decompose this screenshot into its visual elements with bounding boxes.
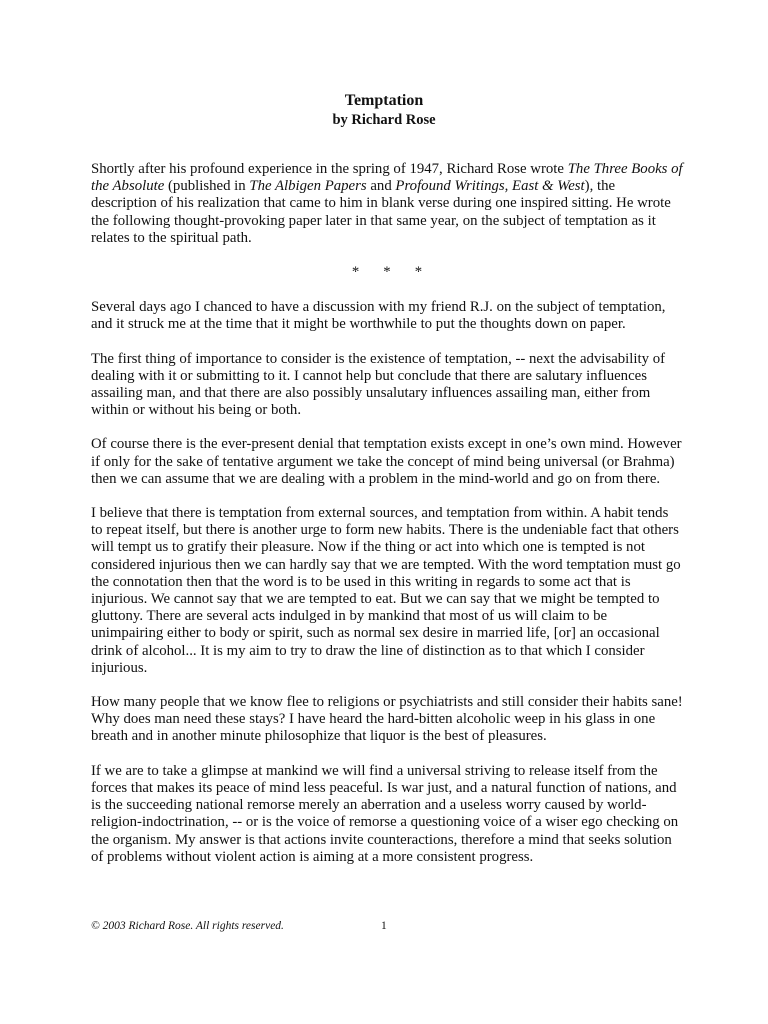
page-number: 1 [381,920,387,932]
intro-text-2: (published in [164,178,250,195]
body-paragraph: The first thing of importance to consider is the existence of temptation, -- next the advisability of dealing with it or submitting to it. I cannot help but conclude that there are salutary influences assailing man, and that there are also possibly unsalutary influences assailing man, either from within or without his being or both. [91,350,666,419]
document-title: Temptation [344,92,424,109]
intro-text-1: Shortly after his profound experience in the spring of 1947, Richard Rose wrote [91,161,568,177]
title-block [0,91,768,130]
book-title-albigen-papers: The Albigen Papers [249,178,367,195]
separator-asterisk: * [383,264,391,281]
body-paragraph: Of course there is the ever-present denial that temptation exists except in one’s own mind. However if only for the sake of tentative argument we take the concept of mind being universal (or Brahma) then we can assume that we are dealing with a problem in the mind-world and go on from there. [91,436,682,487]
body-paragraph: Several days ago I chanced to have a discussion with my friend R.J. on the subject of temptation, and it struck me at the time that it might be worthwhile to put the thoughts down on paper. [91,299,666,333]
book-title-three-books: The Three Books of the Absolute [91,161,683,195]
document-body [91,161,683,883]
book-title-profound-writings: Profound Writings, East & West [395,178,585,195]
separator-asterisk: * [414,264,423,281]
document-byline: by Richard Rose [332,112,436,128]
section-separator [91,264,683,281]
intro-text-3: and [366,178,396,195]
intro-paragraph [91,161,683,247]
body-paragraph: If we are to take a glimpse at mankind we will find a universal striving to release itself from the forces that makes its peace of mind less peaceful. Is war just, and a natural function of nations, and is the succeeding national remorse merely an aberration and a useless worry caused by world-religion-indoctrination, -- or is the voice of remorse a questioning voice of a wiser ego checking on the organism. My answer is that actions invite counteractions, therefore a mind that seeks solution of problems without violent action is aiming at a more consistent progress. [91,762,679,865]
body-paragraph: How many people that we know flee to religions or psychiatrists and still consider their habits sane! Why does man need these stays? I have heard the hard-bitten alcoholic weep in his glass in one breath and in another minute philosophize that liquor is the best of pleasures. [91,694,683,745]
separator-asterisk: * [351,264,360,281]
copyright-notice: © 2003 Richard Rose. All rights reserved. [91,920,284,932]
body-paragraph: I believe that there is temptation from external sources, and temptation from within. A habit tends to repeat itself, but there is another urge to form new habits. There is the undeniable fact that others will tempt us to gratify their pleasure. Now if the thing or act into which one is tempted is not considered injurious then we can hardly say that we are tempted. With the word temptation must go the connotation then that the word is to be used in this writing in regards to some act that is injurious. We cannot say that we are tempted to eat. But we can say that we might be tempted to gluttony. There are several acts indulged in by mankind that most of us will claim to be unimpairing either to body or spirit, such as normal sex desire in married life, [or] an occasional drink of alcohol... It is my aim to try to draw the line of distinction as to that which I consider injurious. [91,505,681,676]
intro-text-4: ), the description of his realization that came to him in blank verse during one inspired sitting. He wrote the following thought-provoking paper later in that same year, on the subject of temptation as it relates to the spiritual path. [91,178,671,246]
